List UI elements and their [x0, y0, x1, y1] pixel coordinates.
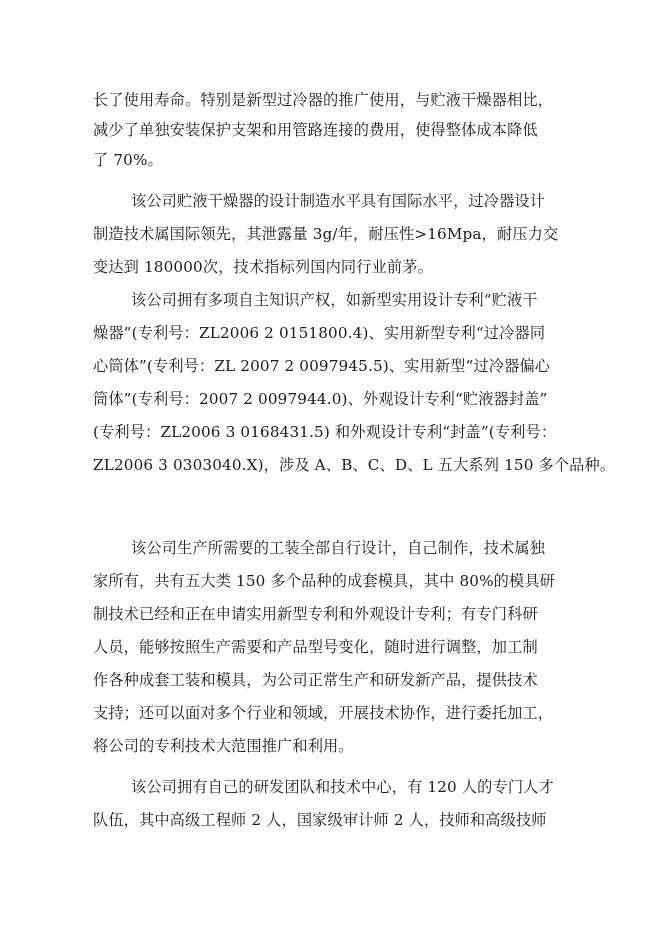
text-line: 减少了单独安装保护支架和用管路连接的费用，使得整体成本降低: [93, 121, 538, 139]
text-line: 该公司拥有多项自主知识产权，如新型实用设计专利“贮液干: [131, 291, 538, 309]
text-line: 筒体”(专利号：2007 2 0097944.0)、外观设计专利“贮液器封盖”: [93, 390, 548, 408]
text-line: 制技术已经和正在申请实用新型专利和外观设计专利；有专门科研: [93, 605, 538, 623]
text-line: 家所有，共有五大类 150 多个品种的成套模具，其中 80%的模具研: [93, 572, 556, 590]
text-line: 燥器”(专利号：ZL2006 2 0151800.4)、实用新型专利“过冷器同: [93, 324, 546, 342]
text-line: 作各种成套工装和模具，为公司正常生产和研发新产品，提供技术: [93, 671, 538, 689]
text-line: 人员，能够按照生产需要和产品型号变化，随时进行调整，加工制: [93, 638, 538, 656]
text-line: 队伍，其中高级工程师 2 人，国家级审计师 2 人，技师和高级技师: [93, 811, 547, 829]
text-line: 制造技术属国际领先，其泄露量 3g/年，耐压性>16Mpa，耐压力交: [93, 225, 559, 243]
text-line: 该公司贮液干燥器的设计制造水平具有国际水平，过冷器设计: [131, 192, 546, 210]
text-line: 变达到 180000次，技术指标列国内同行业前茅。: [93, 258, 433, 276]
text-line: 长了使用寿命。特别是新型过冷器的推广使用，与贮液干燥器相比，: [93, 91, 554, 109]
text-line: (专利号：ZL2006 3 0168431.5) 和外观设计专利“封盖”(专利号：: [93, 423, 557, 441]
text-line: ZL2006 3 0303040.X)，涉及 A、B、C、D、L 五大系列 150 多个品种。: [93, 456, 616, 474]
text-line: 心筒体”(专利号：ZL 2007 2 0097945.5)、实用新型“过冷器偏心: [93, 357, 551, 375]
text-line: 该公司生产所需要的工装全部自行设计，自己制作，技术属独: [131, 539, 546, 557]
text-line: 了 70%。: [93, 151, 163, 169]
text-line: 支持；还可以面对多个行业和领域，开展技术协作，进行委托加工，: [93, 704, 554, 722]
text-line: 将公司的专利技术大范围推广和利用。: [93, 737, 354, 755]
text-line: 该公司拥有自己的研发团队和技术中心，有 120 人的专门人才: [131, 778, 554, 796]
